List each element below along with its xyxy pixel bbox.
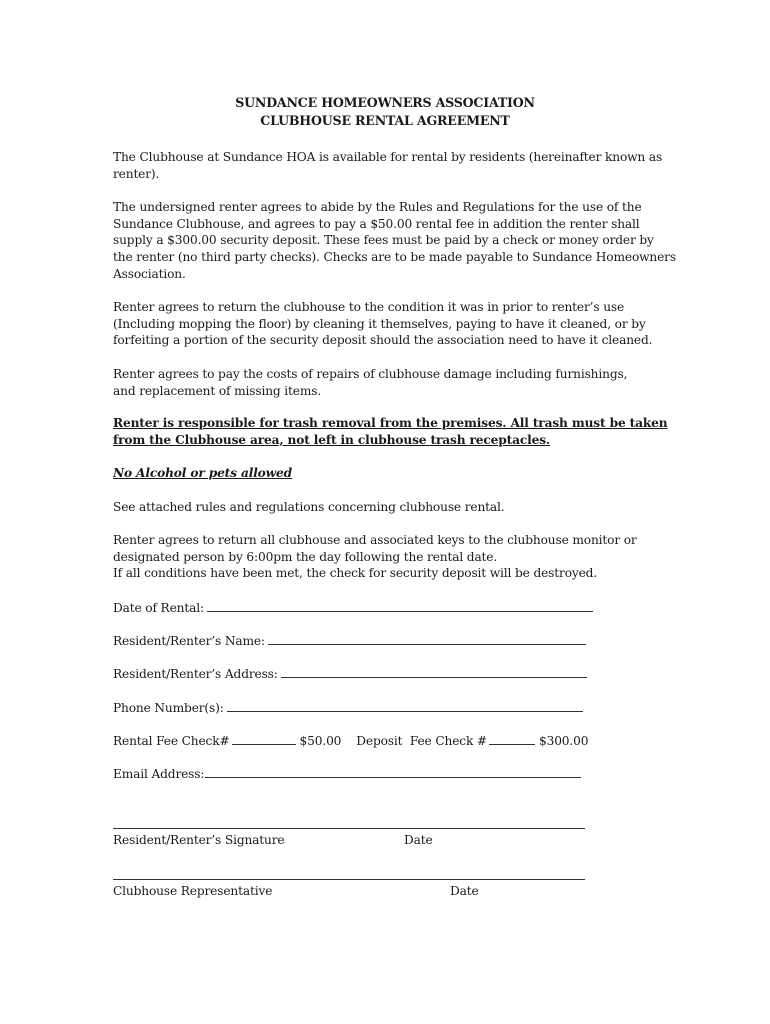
- text-line: the renter (no third party checks). Checks are to be made payable to Sundance Homeowners: [113, 250, 676, 265]
- phone-numbers-label: Phone Number(s):: [113, 701, 224, 715]
- renter-address-field[interactable]: [281, 665, 587, 678]
- text-line: See attached rules and regulations concerning clubhouse rental.: [113, 500, 505, 514]
- text-line: Sundance Clubhouse, and agrees to pay a $50.00 rental fee in addition the renter shall: [113, 216, 640, 231]
- rental-fee-check-label: Rental Fee Check#: [113, 734, 230, 748]
- text-line: (Including mopping the floor) by cleaning it themselves, paying to have it cleaned, or by: [113, 316, 646, 331]
- text-line: The Clubhouse at Sundance HOA is available for rental by residents (hereinafter known as: [113, 150, 663, 164]
- paragraph-keys: [113, 532, 673, 582]
- document-title-line2: CLUBHOUSE RENTAL AGREEMENT: [260, 113, 510, 128]
- renter-address-label: Resident/Renter’s Address:: [113, 667, 278, 681]
- text-line: supply a $300.00 security deposit. These fees must be paid by a check or money order by: [113, 233, 654, 248]
- renter-date-label: Date: [404, 833, 433, 847]
- paragraph-fees: [113, 199, 676, 283]
- renter-name-label: Resident/Renter’s Name:: [113, 634, 265, 648]
- rental-fee-amount: $50.00: [299, 734, 342, 748]
- text-line: and replacement of missing items.: [113, 383, 322, 398]
- text-line: Association.: [113, 266, 186, 281]
- text-line: from the Clubhouse area, not left in clubhouse trash receptacles.: [113, 432, 551, 447]
- paragraph-availability: [113, 149, 673, 182]
- representative-signature-line[interactable]: [113, 879, 585, 880]
- email-address-field[interactable]: [205, 765, 581, 778]
- text-line: If all conditions have been met, the check for security deposit will be destroyed.: [113, 566, 598, 581]
- no-alcohol-notice: No Alcohol or pets allowed: [113, 466, 292, 480]
- phone-numbers-row: [113, 699, 583, 716]
- text-line: designated person by 6:00pm the day following the rental date.: [113, 549, 498, 564]
- text-line: forfeiting a portion of the security deposit should the association need to have it cleaned.: [113, 333, 653, 348]
- email-address-label: Email Address:: [113, 767, 205, 781]
- text-line: Renter agrees to return the clubhouse to the condition it was in prior to renter’s use: [113, 300, 625, 314]
- text-line: renter).: [113, 166, 160, 181]
- date-of-rental-field[interactable]: [207, 599, 593, 612]
- renter-address-row: [113, 665, 587, 682]
- deposit-fee-check-label: Deposit Fee Check #: [356, 734, 487, 748]
- renter-name-row: [113, 632, 586, 649]
- paragraph-no-alcohol: [113, 465, 673, 482]
- text-line: Renter is responsible for trash removal from the premises. All trash must be taken: [113, 416, 668, 430]
- paragraph-rules-reference: [113, 499, 673, 516]
- deposit-amount: $300.00: [538, 734, 589, 748]
- rental-fee-check-field[interactable]: [232, 732, 296, 745]
- phone-numbers-field[interactable]: [227, 699, 583, 712]
- document-title-line1: SUNDANCE HOMEOWNERS ASSOCIATION: [235, 95, 535, 110]
- renter-name-field[interactable]: [268, 632, 586, 645]
- date-of-rental-row: [113, 599, 593, 616]
- text-line: The undersigned renter agrees to abide by the Rules and Regulations for the use of the: [113, 200, 642, 214]
- representative-date-label: Date: [450, 884, 479, 898]
- deposit-fee-check-field[interactable]: [489, 732, 535, 745]
- email-address-row: [113, 765, 581, 782]
- text-line: Renter agrees to pay the costs of repairs of clubhouse damage including furnishings,: [113, 367, 628, 381]
- representative-label: Clubhouse Representative: [113, 884, 273, 898]
- paragraph-condition: [113, 299, 673, 349]
- paragraph-trash-notice: [113, 415, 673, 448]
- text-line: Renter agrees to return all clubhouse and associated keys to the clubhouse monitor or: [113, 533, 637, 547]
- renter-signature-line[interactable]: [113, 828, 585, 829]
- renter-signature-label: Resident/Renter’s Signature: [113, 833, 285, 847]
- paragraph-repairs: [113, 366, 673, 399]
- date-of-rental-label: Date of Rental:: [113, 601, 204, 615]
- fee-checks-row: [113, 732, 588, 749]
